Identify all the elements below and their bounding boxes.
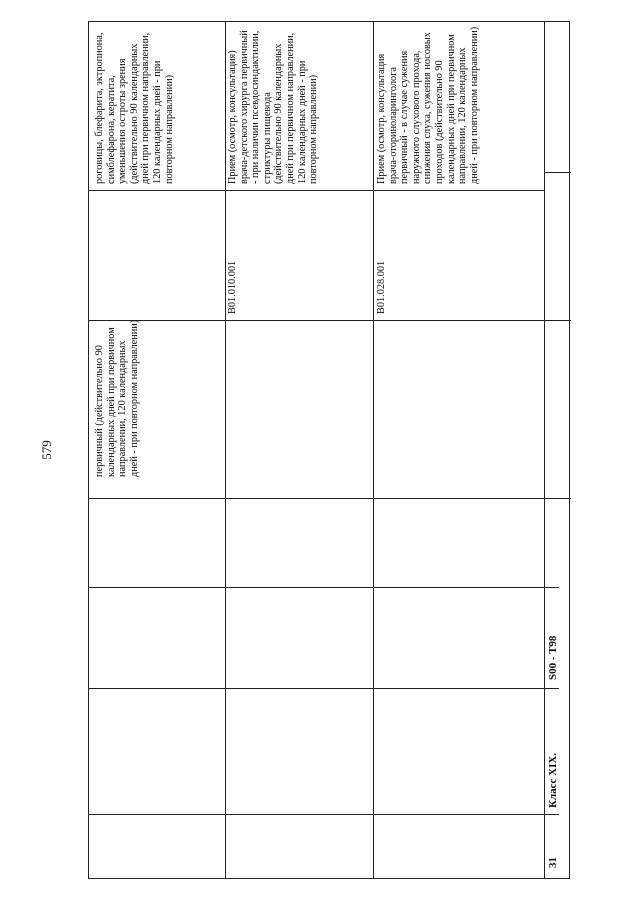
table-cell: Прием (осмотр, консультация врача-оториноларинголога первичный - в случае сужения наружного слухового прохода, снижения слуха, сужения носовых проходов (действительно 90 календарных дней при первичном направлении, 120 календарных дней - при повторном направлении)	[376, 26, 480, 184]
column-divider	[89, 190, 544, 191]
table-cell: первичный (действительно 90 календарных дней при первичном направлении, 120 календарных дней - при повторном направлении)	[94, 319, 140, 477]
column-divider	[89, 688, 559, 689]
table-cell-code: B01.010.001	[227, 260, 238, 314]
column-divider	[544, 320, 571, 321]
row-number: 31	[547, 857, 559, 868]
class-name: Класс XIX.	[547, 752, 559, 808]
table-cell: Прием (осмотр, консультация) врача-детского хирурга первичный - при наличии псевдосиндактилии, стриктуры пищевода (действительно 90 календарных дней при первичном направлении, 120 календарных дней - при повторном направлении)	[227, 30, 320, 184]
table-cell: роговицы, блефарита, эктропиона, симблефарона, кератита, уменьшения остроты зрения (действительно 90 календарных дней при первичном направлении, 120 календарных дней - при повторном направлении)	[94, 32, 175, 184]
column-divider	[89, 320, 544, 321]
column-divider	[89, 587, 559, 588]
column-divider	[89, 814, 559, 815]
row-divider	[544, 22, 545, 878]
row-divider	[373, 22, 374, 878]
column-divider	[544, 498, 571, 499]
table-cell-code: B01.028.001	[376, 260, 387, 314]
page-number: 579	[39, 440, 54, 460]
row-divider	[225, 22, 226, 878]
class-code-range: S00 - T98	[547, 635, 559, 680]
document-table	[88, 21, 570, 879]
column-divider	[544, 172, 571, 173]
column-divider	[89, 498, 544, 499]
